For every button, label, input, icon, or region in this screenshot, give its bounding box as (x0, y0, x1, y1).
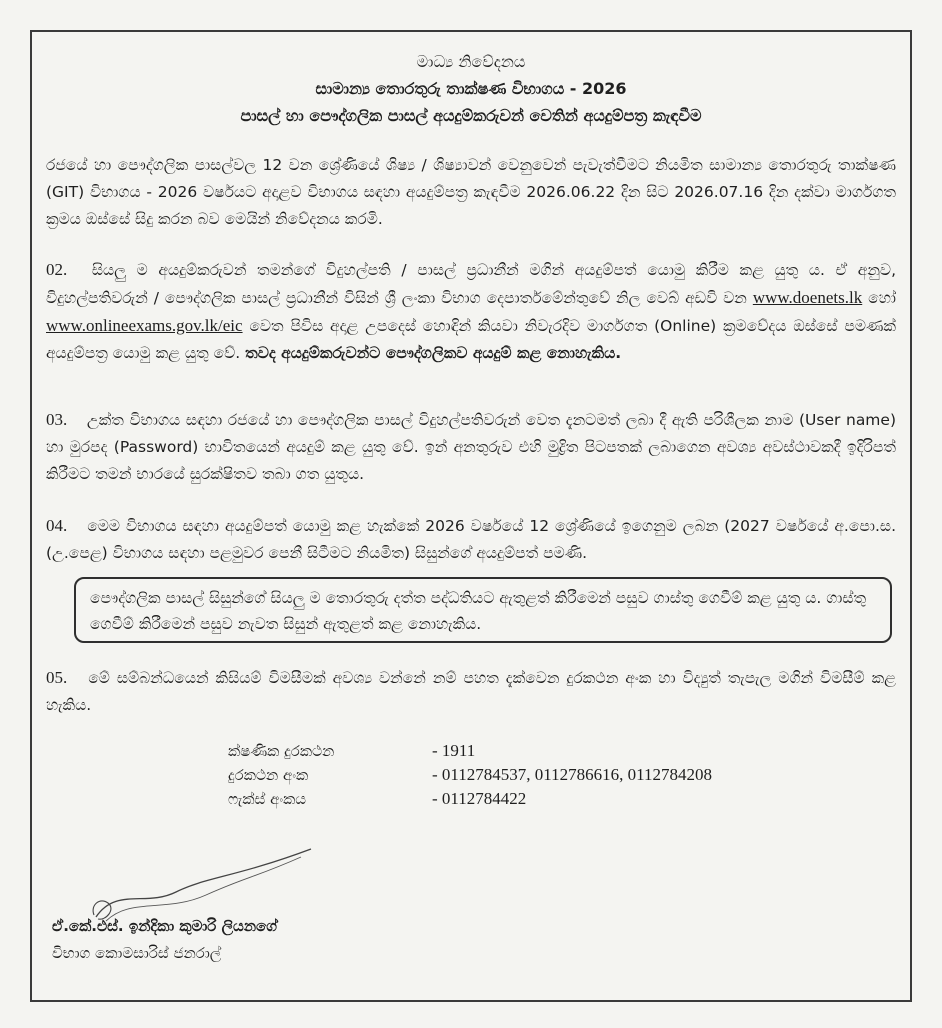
contact-row-telephone (228, 763, 712, 787)
paragraph-2-number: 02. (46, 260, 68, 279)
paragraph-2 (46, 256, 896, 367)
paragraph-2-text-c: වෙත පිවිස අදාළ උපදෙස් හොඳින් කියවා නිවැරදිව මාර්ගගත (Online) ක්‍රමවේදය ඔස්සේ පමණක් අයදුම්පත්‍ර යොමු කළ යුතු වේ. (46, 317, 896, 362)
paragraph-2-bold-note: තවද අයදුම්කරුවන්ට පෞද්ගලිකව අයදුම් කළ නොහැකිය. (245, 344, 622, 362)
link-doenets[interactable]: www.doenets.lk (752, 288, 863, 307)
contact-label: දුරකථන අංක (228, 766, 309, 784)
paragraph-3-number: 03. (46, 410, 68, 429)
paragraph-1 (46, 152, 896, 233)
notice-text: පෞද්ගලික පාසල් සිසුන්ගේ සියලු ම තොරතුරු දත්ත පද්ධතියට ඇතුළත් කිරීමෙන් පසුව ගාස්තු ගෙවීම් කළ යුතු ය. ගාස්තු ගෙවීම් කිරීමෙන් පසුව නැවත සිසුන් ඇතුළත් කළ නොහැකිය. (90, 589, 867, 633)
contact-row-fax (228, 787, 712, 811)
paragraph-5 (46, 664, 896, 719)
contact-value: - 0112784537, 0112786616, 0112784208 (432, 765, 713, 784)
contact-value: - 1911 (432, 741, 476, 760)
private-school-notice-box (74, 577, 892, 643)
contact-label: ෆැක්ස් අංකය (228, 790, 307, 808)
paragraph-2-text-a: සියලු ම අයදුම්කරුවන් තමන්ගේ විදුහල්පති / පාසල් ප්‍රධානීන් මගින් අයදුම්පත් යොමු කිරීම කළ යුතු ය. ඒ අනුව, විදුහල්පතිවරුන් / පෞද්ගලික පාසල් ප්‍රධානීන් විසින් ශ්‍රී ලංකා විභාග දෙපාර්තමේන්තුවේ නිල වෙබ් අඩවි වන (46, 261, 896, 307)
contact-label: ක්ෂණික දුරකථන (228, 742, 335, 760)
paragraph-5-text: මේ සම්බන්ධයෙන් කිසියම් විමසීමක් අවශ්‍ය වන්නේ නම් පහත දැක්වෙන දුරකථන අංක හා විද්‍යුත් තැපැල මගින් විමසීම් කළ හැකිය. (46, 669, 896, 714)
paragraph-4-text: මෙම විභාගය සඳහා අයදුම්පත් යොමු කළ හැක්කේ 2026 වර්ෂයේ 12 ශ්‍රේණියේ ඉගෙනුම ලබන (2027 වර්ෂයේ අ.පො.ස. (උ.පෙළ) විභාගය සඳහා පළමුවර පෙනී සිටීමට නියමිත) සිසුන්ගේ අයදුම්පත් පමණි. (46, 517, 896, 562)
contact-list (228, 739, 712, 811)
header-subject: පාසල් හා පෞද්ගලික පාසල් අයදුම්කරුවන් වෙතින් අයදුම්පත්‍ර කැඳවීම (240, 106, 702, 125)
header-exam-title: සාමාන්‍ය තොරතුරු තාක්ෂණ විභාගය - 2026 (315, 79, 627, 98)
handwritten-signature (86, 847, 326, 927)
contact-row-hotline (228, 739, 712, 763)
paragraph-4-number: 04. (46, 516, 68, 535)
paragraph-3-text: උක්ත විභාගය සඳහා රජයේ හා පෞද්ගලික පාසල් විදුහල්පතිවරුන් වෙත දැනටමත් ලබා දී ඇති පරිශීලක නාම (User name) හා මුරපද (Password) භාවිතයෙන් අයදුම් කළ යුතු වේ. ඉන් අනතුරුව එහි මුද්‍රිත පිටපතක් ලබාගෙන අවශ්‍ය අවස්ථාවකදී ඉදිරිපත් කිරීමට තමන් භාරයේ සුරක්ෂිතව තබා ගත යුතුය. (46, 411, 896, 483)
document-header (32, 48, 910, 129)
signatory-title: විභාග කොමසාරිස් ජනරාල් (52, 944, 222, 962)
document-frame (30, 30, 912, 1002)
paragraph-5-number: 05. (46, 668, 68, 687)
paragraph-3 (46, 406, 896, 488)
paragraph-1-text: රජයේ හා පෞද්ගලික පාසල්වල 12 වන ශ්‍රේණියේ ශිෂ්‍ය / ශිෂ්‍යාවන් වෙනුවෙන් පැවැත්වීමට නියමිත සාමාන්‍ය තොරතුරු තාක්ෂණ (GIT) විභාගය - 2026 වර්ෂයට අදාළව විභාගය සඳහා අයදුම්පත්‍ර කැඳවීම 2026.06.22 දින සිට 2026.07.16 දින දක්වා මාර්ගගත ක්‍රමය ඔස්සේ සිදු කරන බව මෙයින් නිවේදනය කරමි. (46, 156, 896, 228)
header-media-release: මාධ්‍ය නිවේදනය (416, 52, 526, 71)
contact-value: - 0112784422 (432, 789, 527, 808)
paragraph-4 (46, 512, 896, 567)
signatory-name: ඒ.කේ.එස්. ඉන්දිකා කුමාරි ලියනගේ (52, 917, 277, 935)
paragraph-2-text-b: හෝ (868, 289, 896, 307)
link-onlineexams[interactable]: www.onlineexams.gov.lk/eic (46, 316, 243, 335)
